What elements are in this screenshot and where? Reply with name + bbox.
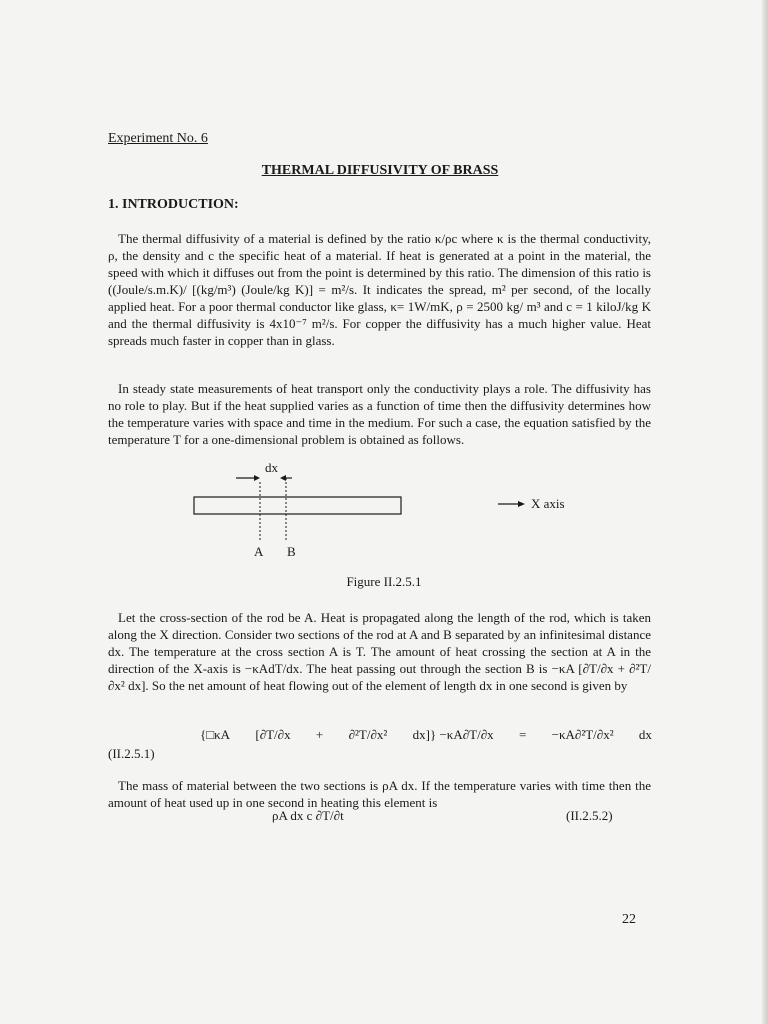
figure-label-b: B bbox=[287, 544, 296, 559]
equation-1-part: + bbox=[315, 727, 324, 742]
equation-2-label: (II.2.5.2) bbox=[566, 808, 613, 823]
paragraph-steady-state bbox=[108, 380, 651, 448]
page-number: 22 bbox=[622, 912, 636, 927]
document-title bbox=[0, 163, 768, 179]
equation-1-part: {□κA bbox=[200, 727, 231, 742]
paragraph-mass bbox=[108, 777, 651, 811]
paragraph-introduction-text: The thermal diffusivity of a material is defined by the ratio κ/ρc where κ is the thermal conductivity, ρ, the density and c the specific heat of a material. If heat is generated at a point in the material, the speed with which it diffuses out from the point is determined by this ratio. The dimension of this ratio is ((Joule/s.m.K)/ [(kg/m³) (Joule/kg K)] = m²/s. It indicates the spread, m² per second, of the locally applied heat. For a poor thermal conductor like glass, κ= 1W/mK, ρ = 2500 kg/ m³ and c = 1 kiloJ/kg K and the thermal diffusivity is 4x10⁻⁷ m²/s. For copper the diffusivity has a much higher value. Heat spreads much faster in copper than in glass. bbox=[108, 231, 651, 348]
paragraph-mass-text: The mass of material between the two sections is ρA dx. If the temperature varies with time then the amount of heat used up in one second in heating this element is bbox=[108, 778, 651, 810]
figure-caption-text: Figure II.2.5.1 bbox=[346, 574, 422, 589]
figure-dx-label: dx bbox=[265, 460, 278, 475]
equation-1-part: ∂²T/∂x² bbox=[348, 727, 388, 742]
equation-1-part: dx]} −κA∂T/∂x bbox=[412, 727, 494, 742]
page-edge bbox=[762, 0, 768, 1024]
figure-x-axis-label: X axis bbox=[531, 496, 565, 511]
dx-arrowhead-left bbox=[254, 475, 260, 481]
paragraph-derivation-text: Let the cross-section of the rod be A. Heat is propagated along the length of the rod, which is taken along the X direction. Consider two sections of the rod at A and B separated by an infinitesimal distance dx. The temperature at the cross section A is T. The amount of heat crossing the section at A in the direction of the X-axis is −κAdT/dx. The heat passing out through the section B is −κA [∂T/∂x + ∂²T/∂x² dx]. So the net amount of heat flowing out of the element of length dx in one second is given by bbox=[108, 610, 651, 693]
equation-1 bbox=[200, 727, 652, 743]
equation-1-part: = bbox=[518, 727, 527, 742]
equation-2: ρA dx c ∂T/∂t bbox=[272, 808, 344, 823]
paragraph-derivation bbox=[108, 609, 651, 694]
equation-1-label: (II.2.5.1) bbox=[108, 746, 155, 761]
figure-caption bbox=[0, 574, 768, 590]
figure-label-a: A bbox=[254, 544, 264, 559]
rod-rectangle bbox=[194, 497, 401, 514]
equation-1-part: −κA∂²T/∂x² bbox=[551, 727, 614, 742]
dx-arrowhead-right bbox=[280, 475, 286, 481]
equation-1-part: [∂T/∂x bbox=[255, 727, 291, 742]
rod-figure bbox=[180, 456, 620, 566]
experiment-number: Experiment No. 6 bbox=[108, 131, 208, 146]
x-axis-arrowhead bbox=[518, 501, 525, 507]
section-heading: 1. INTRODUCTION: bbox=[108, 197, 239, 212]
document-title-text: THERMAL DIFFUSIVITY OF BRASS bbox=[261, 163, 499, 178]
equation-1-part: dx bbox=[638, 727, 652, 742]
paragraph-introduction bbox=[108, 230, 651, 349]
paragraph-steady-state-text: In steady state measurements of heat transport only the conductivity plays a role. The diffusivity has no role to play. But if the heat supplied varies as a function of time then the diffusivity determines how the temperature varies with space and time in the medium. For such a case, the equation satisfied by the temperature T for a one-dimensional problem is obtained as follows. bbox=[108, 381, 651, 447]
